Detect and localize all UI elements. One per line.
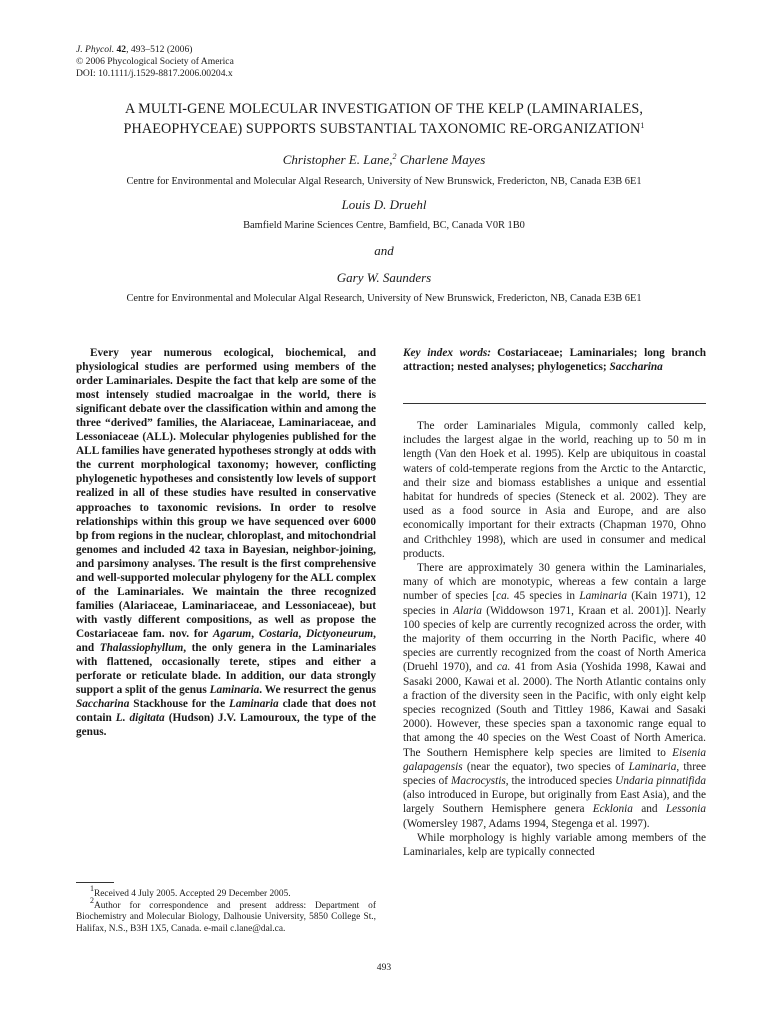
author-line-3: Gary W. Saunders [336,270,432,285]
footnote-2: 2Author for correspondence and present address: Department of Biochemistry and Molecular Biology, Dalhousie University, 5850 College St., Halifax, N.S., B3H 1X5, Canada. e-mail c.lane@dal.ca. [76,895,376,934]
affiliation-3: Centre for Environmental and Molecular Algal Research, University of New Brunswick, Fredericton, NB, Canada E3B 6E1 [126,293,642,304]
journal-name: J. Phycol. [76,44,115,55]
journal-header [76,44,234,80]
keywords [403,346,706,374]
paper-title [0,99,768,139]
page-range: , 493–512 (2006) [126,44,193,55]
volume-number: 42 [116,44,127,55]
title-line-1: A MULTI-GENE MOLECULAR INVESTIGATION OF THE KELP (LAMINARIALES, [124,101,644,117]
author-footnote-mark: 2 [392,152,397,161]
citation-line [76,44,234,56]
keywords-terms: Costariaceae; Laminariales; long branch attraction; nested analyses; phylogenetics; [403,347,706,374]
keywords-label: Key index words: [403,347,492,359]
author-conjunction: and [374,243,394,258]
body-paragraph-3: While morphology is highly variable among members of the Laminariales, kelp are typically connected [403,831,706,859]
footnote-divider [76,882,114,883]
affiliation-2: Bamfield Marine Sciences Centre, Bamfield, BC, Canada V0R 1B0 [243,220,525,231]
introduction-text [403,419,706,859]
abstract-paragraph: Every year numerous ecological, biochemical, and physiological studies are performed using members of the order Laminariales. Despite the fact that kelp are some of the most intensely studied macroalgae in the world, there is significant debate over the classification within and among the three “derived” families, the Alariaceae, Laminariaceae, and Lessoniaceae (ALL). Molecular phylogenies published for the ALL families have generated hypotheses strongly at odds with the current morphological taxonomy; however, conflicting phylogenetic hypotheses and consistently low levels of support realized in all of these studies have resulted in conservative approaches to taxonomic revisions. In order to resolve relationships within this group we have sequenced over 6000 bp from regions in the nuclear, chloroplast, and mitochondrial genomes and included 42 taxa in Bayesian, neighbor-joining, and parsimony analyses. The result is the first comprehensive and well-supported molecular phylogeny for the ALL complex of the Laminariales. We maintain the three recognized families (Alariaceae, Laminariaceae, and Lessoniaceae), but with vastly different compositions, as well as propose the Costariaceae fam. nov. for Agarum, Costaria, Dictyoneurum, and Thalassiophyllum, the only genera in the Laminariales with flattened, occasionally terete, stipes and either a perforate or reticulate blade. In addition, our data strongly support a split of the genus Laminaria. We resurrect the genus Saccharina Stackhouse for the Laminaria clade that does not contain L. digitata (Hudson) J.V. Lamouroux, the type of the genus. [76,347,377,739]
body-paragraph-2: There are approximately 30 genera within the Laminariales, many of which are monotypic, whereas a few contain a large number of species [ca. 45 species in Laminaria (Kain 1971), 12 species in Alaria (Widdowson 1971, Kraan et al. 2001)]. Nearly 100 species of kelp are currently recognized across the order, with the majority of them occurring in the North Pacific, where 40 species are currently recognized from the coast of North America (Druehl 1970), and ca. 41 from Asia (Yoshida 1998, Kawai and Sasaki 2000, Kawai et al. 2000). The North Atlantic contains only a fraction of the diversity seen in the Pacific, with only eight kelp species recognized (South and Tittley 1986, Kawai and Sasaki 2000). However, these species span a taxonomic range equal to that among the 40 species on the West Coast of North America. The Southern Hemisphere kelp species are limited to Eisenia galapagensis (near the equator), two species of Laminaria, three species of Macrocystis, the introduced species Undaria pinnatifida (also introduced in Europe, but originally from East Asia), and the largely Southern Hemisphere genera Ecklonia and Lessonia (Womersley 1987, Adams 1994, Stegenga et al. 1997). [403,562,707,830]
keywords-divider [403,403,706,404]
footnote-1: 1Received 4 July 2005. Accepted 29 December 2005. [90,884,291,899]
affiliation-1: Centre for Environmental and Molecular Algal Research, University of New Brunswick, Fredericton, NB, Canada E3B 6E1 [126,176,642,187]
footnotes [76,884,376,935]
author-line-1: Christopher E. Lane,$^2$ Charlene Mayes [282,152,486,167]
abstract [76,346,376,739]
body-paragraph-1: The order Laminariales Migula, commonly called kelp, includes the largest algae in the world, reaching up to 50 m in length (Van den Hoek et al. 1995). Kelp are ubiquitous in coastal waters of cold-temperate regions from the Arctic to the Antarctic, and their size and biomass establishes a unique and essential habitat for hundreds of species (Steneck et al. 2002). They are used as a food source in Asia and Europe, and are also economically important for their extracts (Chapman 1970, Ohno and Crithchley 1998), which are used in consumer and medical products. [403,420,706,560]
copyright-line: © 2006 Phycological Society of America [76,56,234,67]
page-number: 493 [376,962,392,973]
author-line-2: Louis D. Druehl [341,197,427,212]
keywords-last-term: Saccharina [609,361,663,374]
title-footnote-mark: 1 [640,121,645,130]
title-line-2: PHAEOPHYCEAE) SUPPORTS SUBSTANTIAL TAXONOMIC RE-ORGANIZATION$^1$ [123,121,645,137]
keywords-block [403,346,706,374]
doi-line: DOI: 10.1111/j.1529-8817.2006.00204.x [76,68,233,79]
